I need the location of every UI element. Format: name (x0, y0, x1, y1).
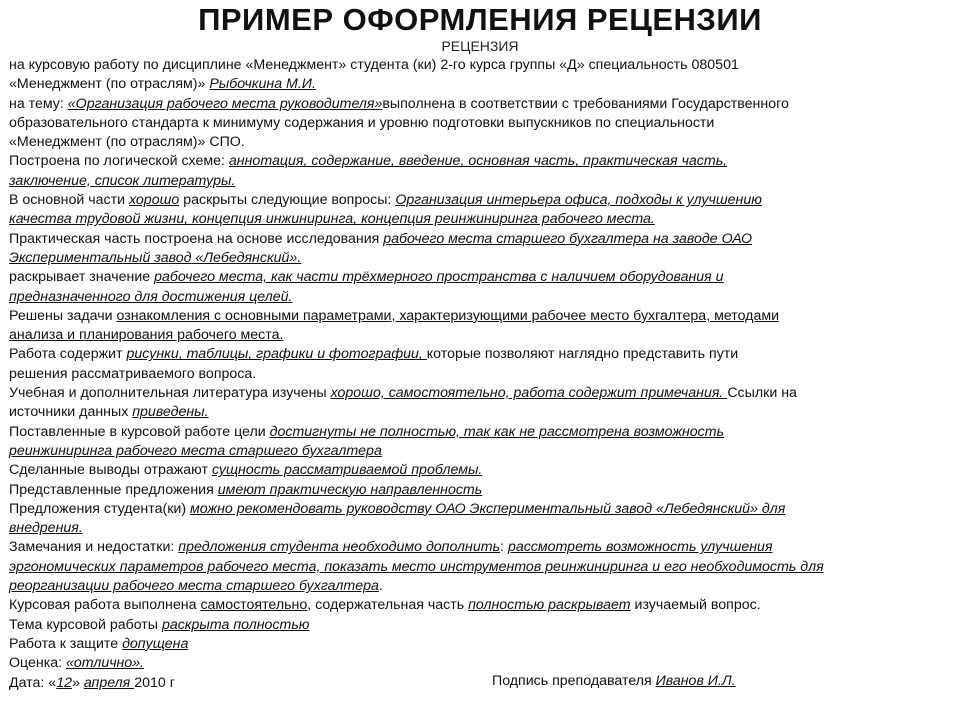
form-text: Решены задачи (9, 307, 117, 324)
form-text: Работа содержит (9, 346, 127, 363)
form-text: источники данных (9, 404, 133, 421)
review-line (9, 268, 949, 287)
form-text: Практическая часть построена на основе исследования (9, 230, 384, 247)
review-line (9, 288, 949, 307)
filled-field-text: полностью раскрывает (468, 597, 631, 614)
filled-field-text: «Организация рабочего места руководителя» (67, 95, 383, 112)
form-text: «Менеджмент (по отраслям)» СПО. (9, 134, 245, 151)
review-line (9, 596, 949, 615)
filled-field-text: анализа и планирования рабочего места. (9, 327, 284, 344)
form-text: Тема курсовой работы (9, 616, 162, 633)
form-text: образовательного стандарта к минимуму содержания и уровню подготовки выпускников по специальности (9, 114, 715, 131)
filled-field-text: хорошо, самостоятельно, работа содержит примечания. (330, 385, 728, 402)
filled-field-text: заключение, список литературы. (9, 172, 236, 189)
review-line (9, 133, 949, 152)
filled-field-text: реорганизации рабочего места старшего бухгалтера (9, 578, 379, 595)
form-text: выполнена в соответствии с требованиями Государственного (382, 95, 789, 112)
filled-field-text: Рыбочкина М.И. (209, 76, 316, 93)
filled-field-text: качества трудовой жизни, концепция инжиниринга, концепция реинжиниринга рабочего места. (9, 211, 655, 228)
review-line (9, 654, 949, 673)
filled-field-text: допущена (122, 635, 189, 652)
filled-field-text: предложения студента необходимо дополнить (178, 539, 501, 556)
form-text: раскрывает значение (9, 269, 155, 286)
review-line (9, 172, 949, 191)
review-line (9, 191, 949, 210)
filled-field-text: реинжиниринга рабочего места старшего бухгалтера (9, 442, 382, 459)
review-line (9, 500, 949, 519)
filled-field-text: рассмотреть возможность улучшения (507, 539, 773, 556)
form-text: : (500, 539, 508, 556)
filled-field-text: предназначенного для достижения целей. (9, 288, 293, 305)
review-line (9, 75, 949, 94)
form-text: на тему: (9, 95, 68, 112)
filled-field-text: раскрыта полностью (161, 616, 310, 633)
form-text: Построена по логической схеме: (9, 153, 229, 170)
review-line (9, 403, 949, 422)
form-text: изучаемый вопрос. (630, 597, 761, 614)
filled-field-text: «отлично». (66, 655, 145, 672)
filled-field-text: Экспериментальный завод «Лебедянский». (9, 249, 302, 266)
form-text: на курсовую работу по дисциплине «Менеджмент» студента (ки) 2-го курса группы «Д» специальность 080501 (9, 57, 739, 73)
review-line (9, 674, 949, 693)
review-line (9, 365, 949, 384)
review-line (9, 635, 949, 654)
review-line (9, 616, 949, 635)
review-line (9, 423, 949, 442)
filled-field-text: достигнуты не полностью, так как не рассмотрена возможность (269, 423, 725, 440)
form-text: раскрыты следующие вопросы: (179, 192, 396, 209)
form-text: Учебная и дополнительная литература изучены (9, 385, 331, 402)
form-text: Курсовая работа выполнена (9, 597, 201, 614)
review-line (9, 384, 949, 403)
form-text: «Менеджмент (по отраслям)» (9, 76, 210, 93)
review-line (9, 538, 949, 557)
review-body (9, 56, 949, 693)
review-line (9, 577, 949, 596)
review-line (9, 558, 949, 577)
filled-field-text: рабочего места, как части трёхмерного пространства с наличием оборудования и (154, 269, 724, 286)
form-text: В основной части (9, 192, 129, 209)
filled-field-text: внедрения. (9, 520, 83, 537)
filled-field-text: хорошо (128, 192, 180, 209)
filled-field-text: имеют практическую направленность (217, 481, 483, 498)
form-text: » (71, 674, 84, 691)
filled-field-text: можно рекомендовать руководству ОАО Экспериментальный завод «Лебедянский» для (190, 500, 786, 517)
review-line (9, 152, 949, 171)
review-line (9, 210, 949, 229)
filled-field-text: эргономических параметров рабочего места, показать место инструментов реинжиниринга и его необходимость для (9, 558, 824, 575)
filled-field-text: Иванов И.Л. (655, 673, 736, 689)
filled-field-text: рисунки, таблицы, графики и фотографии, (126, 346, 427, 363)
review-line (9, 230, 949, 249)
review-line (9, 345, 949, 364)
document-subtitle: РЕЦЕНЗИЯ (441, 38, 519, 54)
filled-field-text: 12 (56, 674, 72, 691)
teacher-signature-line (492, 673, 736, 689)
form-text: Оценка: (9, 655, 67, 672)
filled-field-text: Организация интерьера офиса, подходы к улучшению (395, 192, 762, 209)
form-text: которые позволяют наглядно представить пути (426, 346, 739, 363)
filled-field-text: самостоятельно (200, 597, 308, 614)
review-line (9, 326, 949, 345)
page-title: ПРИМЕР ОФОРМЛЕНИЯ РЕЦЕНЗИИ (198, 2, 762, 37)
filled-field-text: сущность рассматриваемой проблемы. (211, 462, 483, 479)
form-text: Замечания и недостатки: (9, 539, 179, 556)
form-text: Работа к защите (9, 635, 123, 652)
review-line (9, 461, 949, 480)
review-line (9, 95, 949, 114)
form-text: 2010 г (134, 674, 175, 691)
form-text: Сделанные выводы отражают (9, 462, 212, 479)
filled-field-text: приведены. (132, 404, 209, 421)
review-line (9, 442, 949, 461)
form-text: Поставленные в курсовой работе цели (9, 423, 270, 440)
form-text: Ссылки на (727, 385, 797, 402)
filled-field-text: рабочего места старшего бухгалтера на заводе ОАО (383, 230, 752, 247)
form-text: Подпись преподавателя (492, 673, 656, 689)
review-line (9, 481, 949, 500)
review-line (9, 249, 949, 268)
form-text: . (378, 578, 383, 595)
filled-field-text: аннотация, содержание, введение, основная часть, практическая часть, (228, 153, 728, 170)
review-line (9, 307, 949, 326)
form-text: решения рассматриваемого вопроса. (9, 365, 257, 382)
form-text: , содержательная часть (307, 597, 469, 614)
review-line (9, 519, 949, 538)
review-line (9, 56, 949, 75)
form-text: Представленные предложения (9, 481, 218, 498)
form-text: Предложения студента(ки) (9, 500, 191, 517)
review-line (9, 114, 949, 133)
filled-field-text: апреля (83, 674, 135, 691)
filled-field-text: ознакомления с основными параметрами, характеризующими рабочее место бухгалтера, методами (116, 307, 780, 324)
form-text: Дата: « (9, 674, 57, 691)
